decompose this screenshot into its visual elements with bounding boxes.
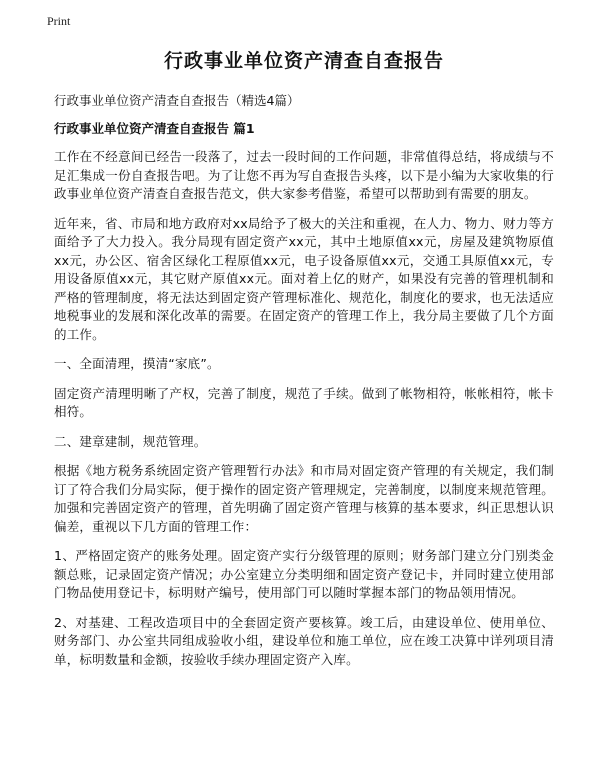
document-subtitle: 行政事业单位资产清查自查报告（精选4篇）: [54, 93, 300, 108]
paragraph-intro: 工作在不经意间已经告一段落了，过去一段时间的工作问题，非常值得总结，将成绩与不足汇集成一份自查报告吧。为了让您不再为写自查报告头疼，以下是小编为大家收集的行政事业单位资产清查自查报告范文，供大家参考借鉴，希望可以帮助到有需要的朋友。: [54, 149, 554, 201]
paragraph-point-2: 根据《地方税务系统固定资产管理暂行办法》和市局对固定资产管理的有关规定，我们制订了符合我们分局实际，便于操作的固定资产管理规定，完善制度，以制度来规范管理。加强和完善固定资产的管理，首先明确了固定资产管理与核算的基本要求，纠正思想认识偏差，重视以下几方面的管理工作：: [54, 463, 554, 534]
paragraph-overview: 近年来，省、市局和地方政府对xx局给予了极大的关注和重视，在人力、物力、财力等方面给予了大力投入。我分局现有固定资产xx元，其中土地原值xx元，房屋及建筑物原值xx元，办公区、宿舍区绿化工程原值xx元，电子设备原值xx元，交通工具原值xx元，专用设备原值xx元，其它财产原值xx元。面对着上亿的财产，如果没有完善的管理机制和严格的管理制度，将无法达到固定资产管理标准化、规范化，制度化的要求，也无法适应地税事业的发展和深化改革的需要。在固定资产的管理工作上，我分局主要做了几个方面的工作。: [54, 215, 554, 342]
paragraph-item-2: 2、对基建、工程改造项目中的全套固定资产要核算。竣工后，由建设单位、使用单位、财务部门、办公室共同组成验收小组，建设单位和施工单位，应在竣工决算中详列项目清单，标明数量和金额，按验收手续办理固定资产入库。: [54, 614, 554, 667]
document-page: [54, 48, 554, 680]
heading-point-1: 一、全面清理，摸清“家底”。: [54, 356, 220, 371]
document-title: 行政事业单位资产清查自查报告: [163, 50, 444, 72]
heading-point-2: 二、建章建制，规范管理。: [54, 433, 207, 449]
paragraph-point-1: 固定资产清理明晰了产权，完善了制度，规范了手续。做到了帐物相符，帐帐相符，帐卡相符。: [54, 385, 554, 419]
print-link[interactable]: Print: [47, 14, 71, 28]
section-heading: 行政事业单位资产清查自查报告 篇1: [54, 121, 255, 136]
paragraph-item-1: 1、严格固定资产的账务处理。固定资产实行分级管理的原则；财务部门建立分门别类金额总账，记录固定资产情况；办公室建立分类明细和固定资产登记卡，并同时建立使用部门物品使用登记卡，标明财产编号，使用部门可以随时掌握本部门的物品领用情况。: [54, 548, 554, 600]
